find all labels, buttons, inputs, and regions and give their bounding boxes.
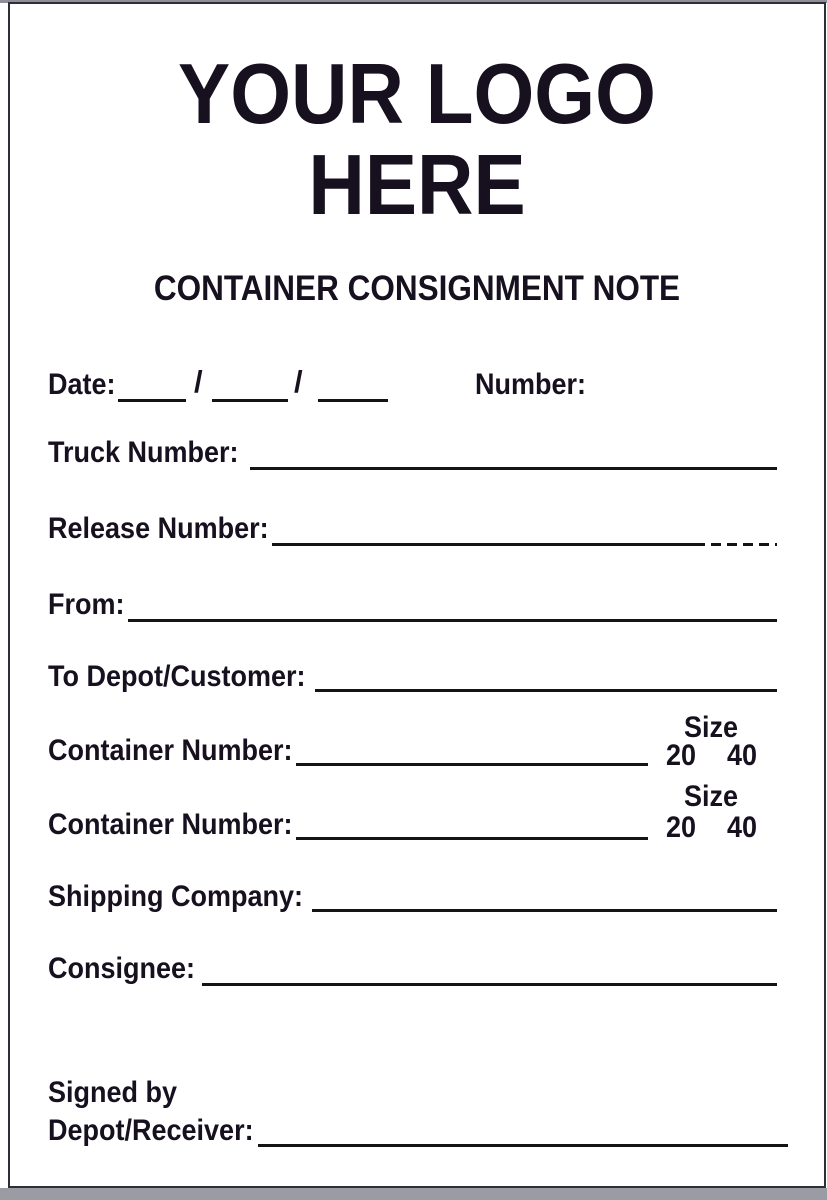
depot-receiver-blank-line [258, 1144, 788, 1147]
container-number-2-blank-line [296, 837, 648, 840]
container-2-size-label: Size [683, 780, 739, 813]
date-blank-3 [318, 399, 388, 402]
truck-number-label: Truck Number: [48, 436, 239, 469]
release-number-label: Release Number: [48, 512, 269, 545]
date-blank-2 [212, 399, 288, 402]
date-blank-1 [118, 399, 186, 402]
signed-by-label: Signed by [48, 1076, 178, 1109]
document-title: CONTAINER CONSIGNMENT NOTE [153, 269, 681, 308]
form-page [8, 2, 826, 1188]
container-number-1-label: Container Number: [48, 734, 293, 767]
container-2-size-40: 40 [727, 811, 758, 844]
shipping-company-blank-line [312, 909, 777, 912]
truck-number-blank-line [250, 467, 777, 470]
container-1-size-label: Size [683, 711, 739, 744]
logo-line-1: YOUR LOGO [178, 47, 656, 142]
logo-placeholder [43, 49, 792, 231]
scan-edge-bottom [0, 1188, 827, 1200]
logo-line-2: HERE [308, 138, 526, 233]
from-label: From: [48, 588, 125, 621]
to-depot-customer-blank-line [315, 689, 777, 692]
container-1-size-40: 40 [727, 739, 758, 772]
date-separator-1: / [194, 364, 203, 399]
from-blank-line [128, 619, 777, 622]
shipping-company-label: Shipping Company: [48, 880, 303, 913]
release-number-blank-line [272, 543, 695, 546]
consignee-label: Consignee: [48, 952, 196, 985]
to-depot-customer-label: To Depot/Customer: [48, 660, 306, 693]
date-separator-2: / [294, 364, 303, 399]
release-number-blank-dashes [695, 543, 777, 546]
number-label: Number: [475, 368, 587, 401]
date-label: Date: [48, 368, 116, 401]
consignee-blank-line [202, 983, 777, 986]
container-number-1-blank-line [296, 763, 648, 766]
container-1-size-20: 20 [666, 739, 697, 772]
depot-receiver-label: Depot/Receiver: [48, 1114, 254, 1147]
container-2-size-20: 20 [666, 811, 697, 844]
container-number-2-label: Container Number: [48, 808, 293, 841]
